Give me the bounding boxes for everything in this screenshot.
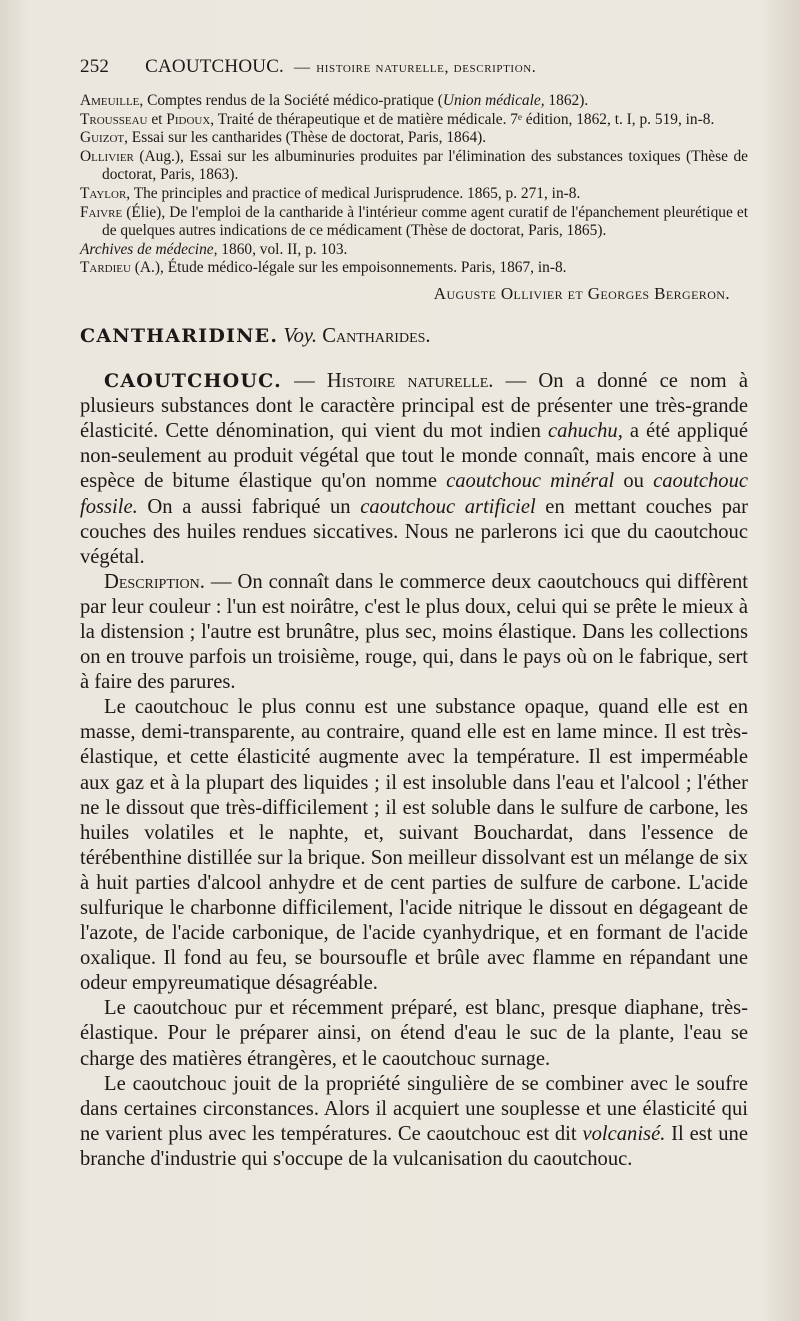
article-paragraph-3: Le caoutchouc le plus connu est une substance opaque, quand elle est en masse, demi-transparente, au contraire, quand elle est en lame mince. Il est très-élastique, et cette élasticité augmente avec la température. Il est imperméable aux gaz et à la plupart des liquides ; il est insoluble dans l'eau et l'alcool ; l'éther ne le dissout que très-difficilement ; il est soluble dans le sulfure de carbone, les huiles volatiles et le naphte, et, suivant Bouchardat, dans l'essence de térébenthine distillée sur la brique. Son meilleur dissolvant est un mélange de six à huit parties d'alcool anhydre et de cent parties de sulfure de carbone. L'acide sulfurique le charbonne difficilement, l'acide nitrique le dissout en dégageant de l'azote, de l'acide carbonique, de l'acide cyanhydrique, et en formant de l'acide oxalique. Il fond au feu, se boursoufle et brûle avec flamme en répandant une odeur empyreumatique désagréable.: [80, 696, 748, 995]
article-paragraph-2: Description. — On connaît dans le commerce deux caoutchoucs qui diffèrent par leur couleur : l'un est noirâtre, c'est le plus doux, celui qui se prête le mieux à la distension ; l'autre est brunâtre, plus sec, moins élastique. Dans les collections on en trouve parfois un troisième, rouge, qui, dans le pays où on le fabrique, sert à faire des parures.: [80, 570, 748, 694]
reference-entry: Ollivier (Aug.), Essai sur les albuminuries produites par l'élimination des substances toxiques (Thèse de doctorat, Paris, 1863).: [80, 147, 748, 184]
italic-term: caoutchouc fossile.: [80, 470, 749, 518]
bibliography: [80, 92, 748, 278]
reference-entry: Trousseau et Pidoux, Traité de thérapeutique et de matière médicale. 7ᵉ édition, 1862, t. I, p. 519, in-8.: [80, 110, 715, 128]
reference-entry: Guizot, Essai sur les cantharides (Thèse de doctorat, Paris, 1864).: [80, 129, 487, 147]
author-signature: Auguste Ollivier et Georges Bergeron.: [433, 283, 730, 303]
reference-entry: Taylor, The principles and practice of medical Jurisprudence. 1865, p. 271, in-8.: [80, 184, 581, 202]
page-content: [80, 56, 748, 1172]
article-paragraph-5: [80, 1072, 748, 1172]
reference-entry: Tardieu (A.), Étude médico-légale sur les empoisonnements. Paris, 1867, in-8.: [80, 259, 567, 277]
voy-label: Voy.: [283, 324, 318, 347]
cross-reference-entry: [80, 324, 748, 349]
running-subtitle: histoire naturelle, description.: [316, 59, 537, 76]
text-run: a été appliqué non-seulement au produit végétal que tout le monde connaît, mais encore à une espèce de bitume élastique qu'on nomme: [80, 420, 748, 493]
article-paragraph-4: Le caoutchouc pur et récemment préparé, est blanc, presque diaphane, très-élastique. Pour le préparer ainsi, on étend d'eau le suc de la plante, l'eau se charge des matières étrangères, et le caoutchouc surnage.: [80, 997, 748, 1070]
section-title-natural-history: — Histoire naturelle. —: [294, 370, 527, 393]
cross-reference-target: Cantharides.: [322, 324, 431, 347]
text-run: On a aussi fabriqué un: [137, 495, 361, 518]
italic-term: cahuchu,: [547, 420, 623, 443]
running-header: [80, 56, 748, 78]
article-paragraph-1-text: [80, 370, 748, 568]
text-run: On a donné ce nom à plusieurs substances dont le caractère principal est de présenter une très-grande élasticité. Cette dénomination, qui vient du mot indien: [80, 370, 748, 443]
text-run: ou: [614, 470, 654, 493]
running-title: CAOUTCHOUC.: [145, 56, 285, 77]
article-headword: CAOUTCHOUC.: [104, 370, 282, 393]
italic-term: caoutchouc minéral: [446, 470, 615, 493]
section-title-description: Description.: [104, 570, 205, 593]
reference-entry: Faivre (Élie), De l'emploi de la cantharide à l'intérieur comme agent curatif de l'épanchement pleurétique et de quelques autres indications de ce médicament (Thèse de doctorat, Paris, 1865).: [80, 203, 748, 240]
reference-entry: Ameuille, Comptes rendus de la Société médico-pratique (Union médicale, 1862).: [80, 92, 589, 109]
text-run: Il est une branche d'industrie qui s'occupe de la vulcanisation du caoutchouc.: [80, 1122, 748, 1170]
page-number: 252: [80, 56, 110, 77]
italic-term: volcanisé.: [582, 1122, 666, 1145]
text-run: Le caoutchouc jouit de la propriété singulière de se combiner avec le soufre dans certaines circonstances. Alors il acquiert une souplesse et une élasticité qui ne varient plus avec les températures. Ce caoutchouc est dit: [80, 1072, 748, 1145]
reference-entry: Archives de médecine, 1860, vol. II, p. 103.: [80, 240, 348, 258]
italic-term: caoutchouc artificiel: [360, 495, 536, 518]
text-run: en mettant couches par couches des huiles rendues siccatives. Nous ne parlerons ici que du caoutchouc végétal.: [80, 495, 748, 568]
running-dash: —: [294, 59, 311, 76]
cross-reference-headword: CANTHARIDINE.: [80, 324, 279, 347]
article-paragraph-1: [80, 369, 748, 570]
article-paragraph-5-text: [80, 1073, 748, 1170]
